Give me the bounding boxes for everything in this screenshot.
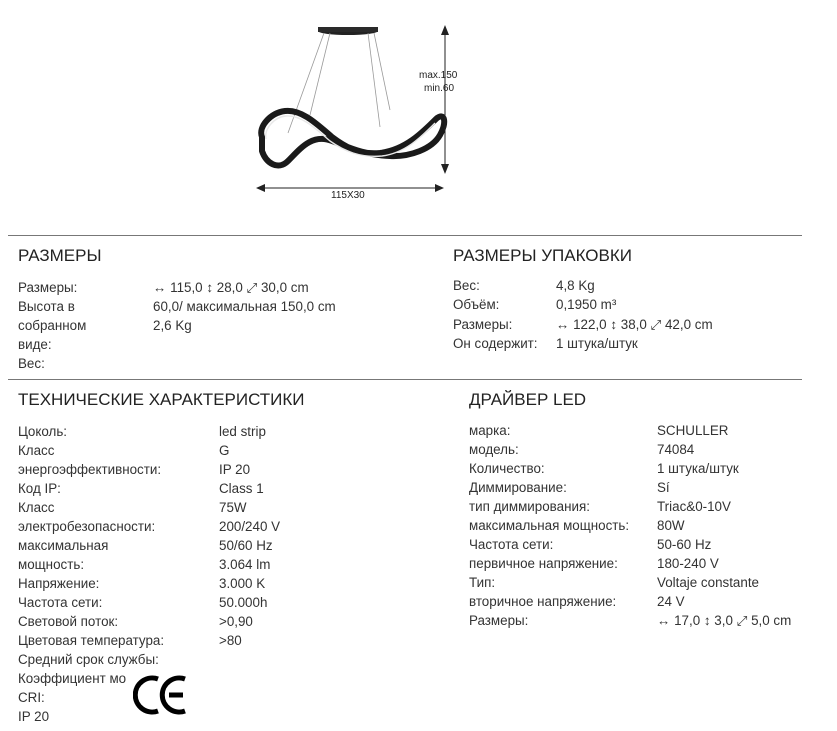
driver-label: вторичное напряжение: — [469, 594, 617, 609]
driver-label: тип диммирования: — [469, 499, 590, 514]
driver-label: первичное напряжение: — [469, 556, 618, 571]
tech-value: 3.000 K — [219, 576, 266, 591]
width-label: 115X30 — [331, 190, 365, 201]
pack-value-1: 4,8 Kg — [556, 278, 595, 293]
ce-mark-icon — [133, 673, 193, 717]
driver-label: Размеры: — [469, 613, 529, 628]
driver-label: Тип: — [469, 575, 496, 590]
tech-label: Код IP: — [18, 481, 61, 496]
dim-value-3: 2,6 Kg — [153, 318, 192, 333]
pack-label-2: Объём: — [453, 297, 500, 312]
pack-label-3: Размеры: — [453, 317, 513, 332]
driver-label: Количество: — [469, 461, 545, 476]
tech-label: Напряжение: — [18, 576, 100, 591]
tech-value: Class 1 — [219, 481, 264, 496]
driver-value: Triac&0-10V — [657, 499, 731, 514]
divider-top — [8, 235, 802, 236]
tech-label: энергоэффективности: — [18, 462, 162, 477]
driver-label: Диммирование: — [469, 480, 567, 495]
tech-value: 200/240 V — [219, 519, 281, 534]
height-max-label: max.150 — [419, 70, 458, 81]
pendant-lamp-drawing — [240, 15, 470, 205]
pack-label-4: Он содержит: — [453, 336, 538, 351]
tech-value: 75W — [219, 500, 247, 515]
tech-value: 50/60 Hz — [219, 538, 273, 553]
packaging-title: РАЗМЕРЫ УПАКОВКИ — [453, 246, 632, 265]
height-min-label: min.60 — [424, 83, 455, 94]
tech-label: Средний срок службы: — [18, 652, 159, 667]
tech-label: Цоколь: — [18, 424, 68, 439]
driver-value: Sí — [657, 480, 670, 495]
tech-label: IP 20 — [18, 709, 50, 724]
tech-value: led strip — [219, 424, 266, 439]
driver-label: максимальная мощность: — [469, 518, 630, 533]
driver-label: Частота сети: — [469, 537, 554, 552]
tech-label: Класс — [18, 500, 55, 515]
tech-label: Коэффициент мо — [18, 671, 127, 686]
tech-label: электробезопасности: — [18, 519, 156, 534]
driver-value: SCHULLER — [657, 423, 729, 438]
tech-label: Цветовая температура: — [18, 633, 165, 648]
driver-label: модель: — [469, 442, 519, 457]
dimensions-title: РАЗМЕРЫ — [18, 246, 102, 265]
tech-label: CRI: — [18, 690, 45, 705]
dim-value-1: ↔ 115,0 ↕ 28,0 ⤢ 30,0 cm — [153, 280, 309, 295]
dim-label-2: Высота в — [18, 299, 75, 314]
tech-value: >80 — [219, 633, 242, 648]
tech-value: 3.064 lm — [219, 557, 271, 572]
driver-value: 80W — [657, 518, 685, 533]
tech-value: IP 20 — [219, 462, 251, 477]
driver-value: 180-240 V — [657, 556, 719, 571]
dim-value-2: 60,0/ максимальная 150,0 cm — [153, 299, 336, 314]
ce-mark — [133, 673, 193, 717]
tech-value: >0,90 — [219, 614, 253, 629]
tech-label: мощность: — [18, 557, 85, 572]
driver-value: 74084 — [657, 442, 695, 457]
driver-title: ДРАЙВЕР LED — [469, 390, 587, 409]
product-drawing — [240, 15, 470, 205]
dim-label-1: Размеры: — [18, 280, 78, 295]
tech-label: максимальная — [18, 538, 109, 553]
pack-value-2: 0,1950 m³ — [556, 297, 617, 312]
dim-label-4: виде: — [18, 337, 52, 352]
tech-value: 50.000h — [219, 595, 268, 610]
pack-value-4: 1 штука/штук — [556, 336, 638, 351]
driver-value: 50-60 Hz — [657, 537, 712, 552]
tech-value: G — [219, 443, 230, 458]
divider-middle — [8, 379, 802, 380]
tech-title: ТЕХНИЧЕСКИЕ ХАРАКТЕРИСТИКИ — [18, 390, 305, 409]
driver-value: 1 штука/штук — [657, 461, 739, 476]
pack-value-3: ↔ 122,0 ↕ 38,0 ⤢ 42,0 cm — [556, 317, 713, 332]
tech-label: Частота сети: — [18, 595, 103, 610]
dim-label-3: собранном — [18, 318, 87, 333]
tech-label: Класс — [18, 443, 55, 458]
driver-value: 24 V — [657, 594, 685, 609]
tech-label: Световой поток: — [18, 614, 119, 629]
pack-label-1: Вес: — [453, 278, 480, 293]
dim-label-5: Вес: — [18, 356, 45, 371]
driver-label: марка: — [469, 423, 511, 438]
driver-value: ↔ 17,0 ↕ 3,0 ⤢ 5,0 cm — [657, 613, 792, 628]
driver-value: Voltaje constante — [657, 575, 759, 590]
